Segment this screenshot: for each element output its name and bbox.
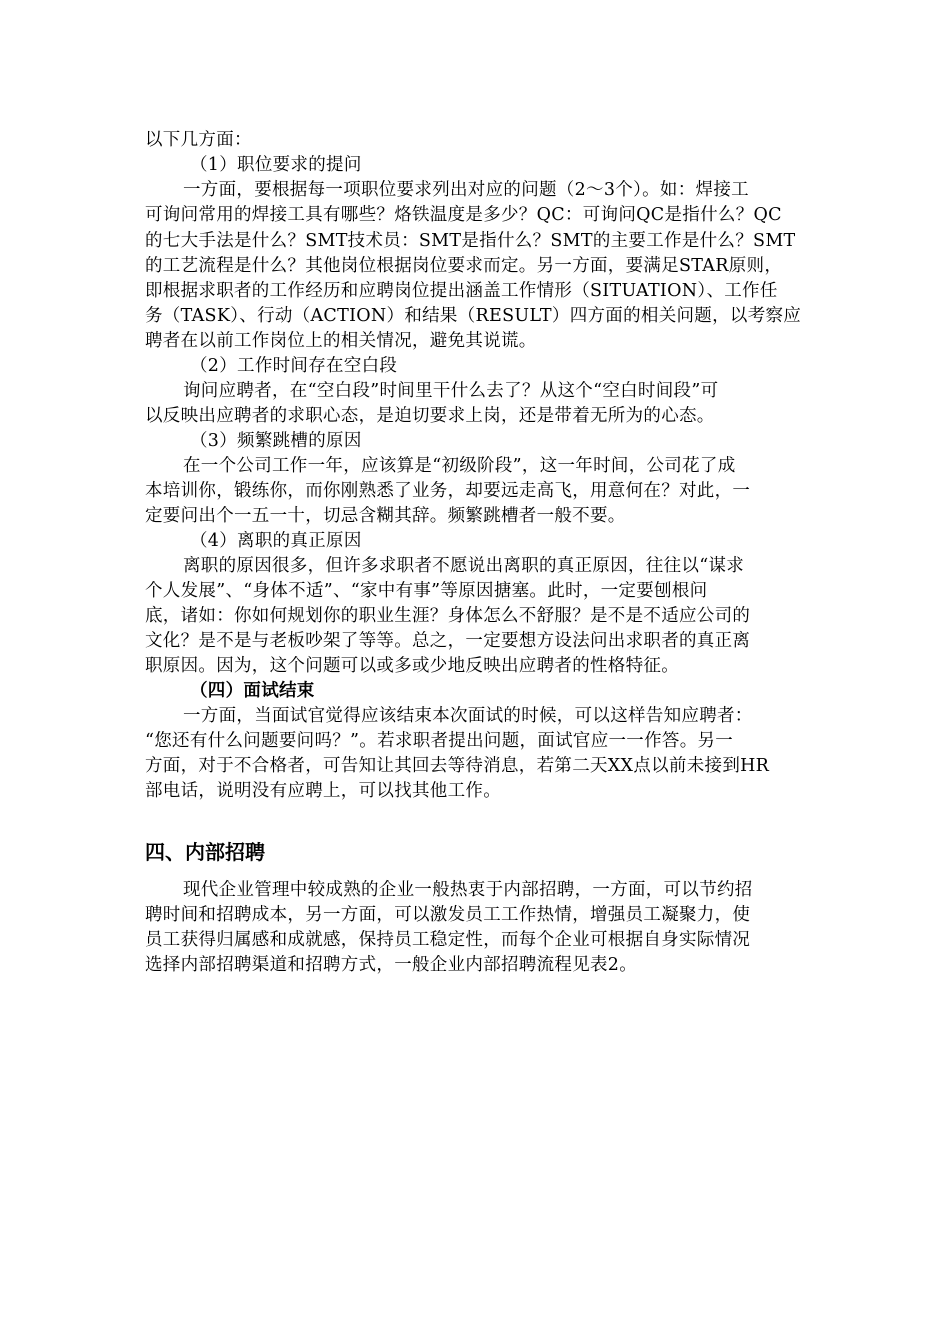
text-line: “您还有什么问题要问吗？”。若求职者提出问题，面试官应一一作答。另一 <box>145 731 734 751</box>
text-line: 员工获得归属感和成就感，保持员工稳定性，而每个企业可根据自身实际情况 <box>145 930 751 950</box>
text-line: 即根据求职者的工作经历和应聘岗位提出涵盖工作情形（SITUATION）、工作任 <box>145 281 778 301</box>
text-line: 聘者在以前工作岗位上的相关情况，避免其说谎。 <box>145 331 537 351</box>
text-line: 方面，对于不合格者，可告知让其回去等待消息，若第二天XX点以前未接到HR <box>145 756 770 776</box>
subheading-3: （3）频繁跳槽的原因 <box>190 431 362 451</box>
text-line: 个人发展”、“身体不适”、“家中有事”等原因搪塞。此时，一定要刨根问 <box>145 581 708 601</box>
text-line: 一方面，当面试官觉得应该结束本次面试的时候，可以这样告知应聘者： <box>183 706 753 726</box>
text-line: 底，诸如：你如何规划你的职业生涯？身体怎么不舒服？是不是不适应公司的 <box>145 606 751 626</box>
text-line: 部电话，说明没有应聘上，可以找其他工作。 <box>145 781 501 801</box>
text-line: 询问应聘者，在“空白段”时间里干什么去了？从这个“空白时间段”可 <box>183 381 719 401</box>
text-line: 现代企业管理中较成熟的企业一般热衷于内部招聘，一方面，可以节约招 <box>183 880 753 900</box>
subheading-interview-end: （四）面试结束 <box>190 681 315 701</box>
text-line: 聘时间和招聘成本，另一方面，可以激发员工工作热情，增强员工凝聚力，使 <box>145 905 751 925</box>
text-line: 职原因。因为，这个问题可以或多或少地反映出应聘者的性格特征。 <box>145 656 679 676</box>
text-line: 一方面，要根据每一项职位要求列出对应的问题（2～3个）。如：焊接工 <box>183 180 749 200</box>
text-line: 的工艺流程是什么？其他岗位根据岗位要求而定。另一方面，要满足STAR原则， <box>145 256 783 276</box>
text-line: 务（TASK）、行动（ACTION）和结果（RESULT）四方面的相关问题，以考察应 <box>145 306 802 326</box>
text-line: 本培训你，锻练你，而你刚熟悉了业务，却要远走高飞，用意何在？对此，一 <box>145 481 751 501</box>
text-line: 定要问出个一五一十，切忌含糊其辞。频繁跳槽者一般不要。 <box>145 506 626 526</box>
text-line: 文化？是不是与老板吵架了等等。总之，一定要想方设法问出求职者的真正离 <box>145 631 751 651</box>
text-line: 可询问常用的焊接工具有哪些？烙铁温度是多少？QC：可询问QC是指什么？QC <box>145 205 782 225</box>
text-line: 以下几方面： <box>145 130 252 150</box>
subheading-2: （2）工作时间存在空白段 <box>190 356 398 376</box>
section-heading: 四、内部招聘 <box>145 840 265 864</box>
text-line: 选择内部招聘渠道和招聘方式，一般企业内部招聘流程见表2。 <box>145 955 638 975</box>
subheading-4: （4）离职的真正原因 <box>190 531 362 551</box>
text-line: 在一个公司工作一年，应该算是“初级阶段”，这一年时间，公司花了成 <box>183 456 736 476</box>
text-line: 以反映出应聘者的求职心态，是迫切要求上岗，还是带着无所为的心态。 <box>145 406 715 426</box>
text-line: 的七大手法是什么？SMT技术员：SMT是指什么？SMT的主要工作是什么？SMT <box>145 231 796 251</box>
subheading-1: （1）职位要求的提问 <box>190 155 362 175</box>
text-line: 离职的原因很多，但许多求职者不愿说出离职的真正原因，往往以“谋求 <box>183 556 745 576</box>
